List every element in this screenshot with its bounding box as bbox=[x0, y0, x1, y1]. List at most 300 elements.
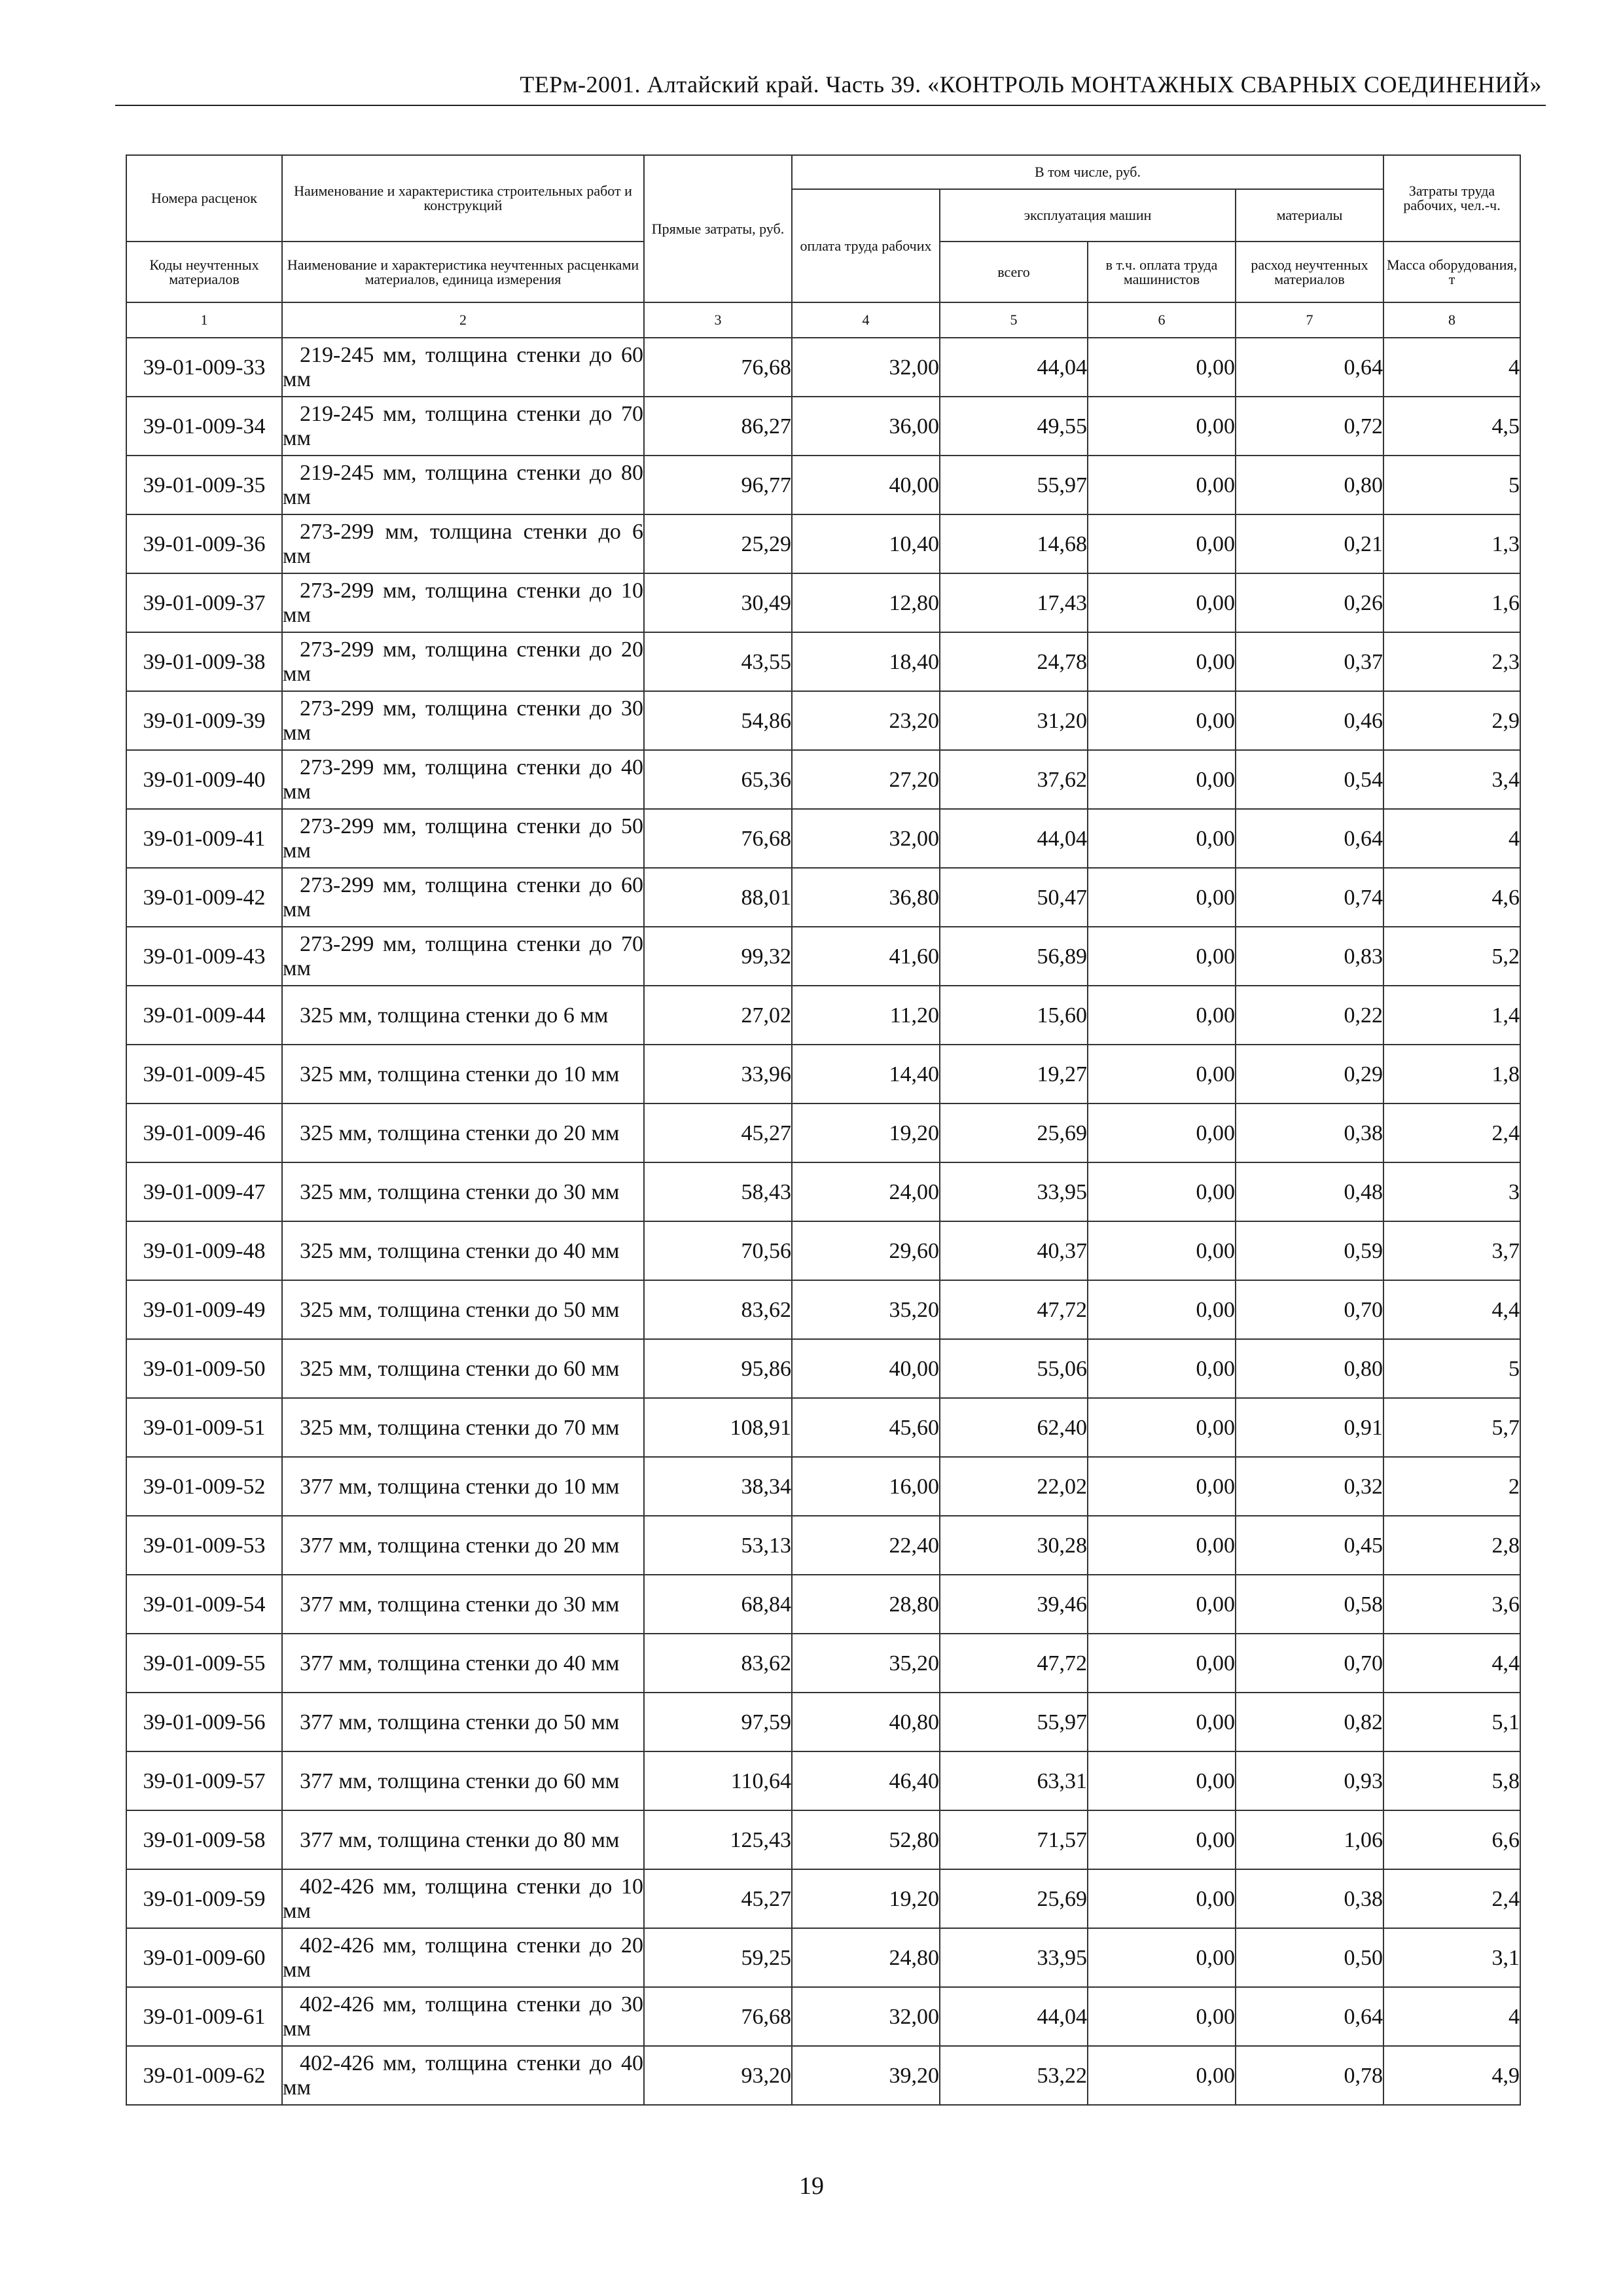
direct-costs-cell: 86,27 bbox=[644, 397, 792, 456]
labor-hours-cell: 5 bbox=[1383, 1339, 1520, 1398]
column-number: 3 bbox=[644, 302, 792, 338]
operator-pay-cell: 0,00 bbox=[1088, 632, 1236, 691]
work-description-text: 377 мм, толщина стенки до 10 мм bbox=[300, 1474, 620, 1499]
machines-total-cell: 47,72 bbox=[940, 1280, 1088, 1339]
worker-pay-cell: 10,40 bbox=[792, 514, 940, 573]
materials-cell: 0,48 bbox=[1236, 1162, 1383, 1221]
worker-pay-cell: 23,20 bbox=[792, 691, 940, 750]
header-rule bbox=[115, 105, 1546, 106]
table-row bbox=[126, 632, 1520, 691]
machines-total-cell: 39,46 bbox=[940, 1575, 1088, 1634]
labor-hours-cell: 4,4 bbox=[1383, 1280, 1520, 1339]
operator-pay-cell: 0,00 bbox=[1088, 691, 1236, 750]
work-description-text: 377 мм, толщина стенки до 20 мм bbox=[300, 1533, 620, 1558]
work-description-text: 325 мм, толщина стенки до 70 мм bbox=[300, 1415, 620, 1440]
rate-code-cell: 39-01-009-41 bbox=[126, 809, 282, 868]
work-description-text: 377 мм, толщина стенки до 30 мм bbox=[300, 1592, 620, 1617]
operator-pay-cell: 0,00 bbox=[1088, 1516, 1236, 1575]
labor-hours-cell: 1,4 bbox=[1383, 986, 1520, 1045]
work-description-text: 402-426 мм, толщина стенки до 10 мм bbox=[283, 1874, 643, 1923]
work-description-text: 273-299 мм, толщина стенки до 30 мм bbox=[283, 696, 643, 745]
column-number-row bbox=[126, 302, 1520, 338]
machines-total-cell: 62,40 bbox=[940, 1398, 1088, 1457]
header-equipment-mass: Масса оборудования, т bbox=[1383, 242, 1520, 302]
materials-cell: 0,32 bbox=[1236, 1457, 1383, 1516]
operator-pay-cell: 0,00 bbox=[1088, 1751, 1236, 1810]
materials-cell: 0,21 bbox=[1236, 514, 1383, 573]
work-description-cell bbox=[282, 1693, 644, 1751]
table-row bbox=[126, 1280, 1520, 1339]
labor-hours-cell: 2,4 bbox=[1383, 1869, 1520, 1928]
labor-hours-cell: 2 bbox=[1383, 1457, 1520, 1516]
materials-cell: 0,54 bbox=[1236, 750, 1383, 809]
work-description-cell bbox=[282, 750, 644, 809]
materials-cell: 0,38 bbox=[1236, 1103, 1383, 1162]
table-row bbox=[126, 1339, 1520, 1398]
column-number: 6 bbox=[1088, 302, 1236, 338]
operator-pay-cell: 0,00 bbox=[1088, 397, 1236, 456]
worker-pay-cell: 35,20 bbox=[792, 1280, 940, 1339]
machines-total-cell: 40,37 bbox=[940, 1221, 1088, 1280]
direct-costs-cell: 65,36 bbox=[644, 750, 792, 809]
table-row bbox=[126, 1751, 1520, 1810]
materials-cell: 0,64 bbox=[1236, 809, 1383, 868]
table-row bbox=[126, 397, 1520, 456]
machines-total-cell: 37,62 bbox=[940, 750, 1088, 809]
operator-pay-cell: 0,00 bbox=[1088, 1987, 1236, 2046]
direct-costs-cell: 108,91 bbox=[644, 1398, 792, 1457]
table-row bbox=[126, 868, 1520, 927]
rate-code-cell: 39-01-009-62 bbox=[126, 2046, 282, 2105]
table-row bbox=[126, 1162, 1520, 1221]
work-description-text: 377 мм, толщина стенки до 80 мм bbox=[300, 1827, 620, 1852]
operator-pay-cell: 0,00 bbox=[1088, 927, 1236, 986]
rate-code-cell: 39-01-009-42 bbox=[126, 868, 282, 927]
labor-hours-cell: 5,7 bbox=[1383, 1398, 1520, 1457]
rate-code-cell: 39-01-009-53 bbox=[126, 1516, 282, 1575]
operator-pay-cell: 0,00 bbox=[1088, 1398, 1236, 1457]
materials-cell: 0,80 bbox=[1236, 1339, 1383, 1398]
worker-pay-cell: 52,80 bbox=[792, 1810, 940, 1869]
direct-costs-cell: 45,27 bbox=[644, 1103, 792, 1162]
operator-pay-cell: 0,00 bbox=[1088, 1457, 1236, 1516]
labor-hours-cell: 1,8 bbox=[1383, 1045, 1520, 1103]
header-rate-numbers: Номера расценок bbox=[126, 155, 282, 242]
rate-code-cell: 39-01-009-48 bbox=[126, 1221, 282, 1280]
machines-total-cell: 50,47 bbox=[940, 868, 1088, 927]
work-description-text: 377 мм, толщина стенки до 40 мм bbox=[300, 1651, 620, 1676]
labor-hours-cell: 3,7 bbox=[1383, 1221, 1520, 1280]
materials-cell: 0,91 bbox=[1236, 1398, 1383, 1457]
direct-costs-cell: 33,96 bbox=[644, 1045, 792, 1103]
materials-cell: 0,82 bbox=[1236, 1693, 1383, 1751]
materials-cell: 0,70 bbox=[1236, 1634, 1383, 1693]
operator-pay-cell: 0,00 bbox=[1088, 1103, 1236, 1162]
rate-code-cell: 39-01-009-50 bbox=[126, 1339, 282, 1398]
materials-cell: 0,45 bbox=[1236, 1516, 1383, 1575]
table-row bbox=[126, 1634, 1520, 1693]
table-row bbox=[126, 1987, 1520, 2046]
operator-pay-cell: 0,00 bbox=[1088, 1810, 1236, 1869]
work-description-text: 273-299 мм, толщина стенки до 10 мм bbox=[283, 579, 643, 627]
direct-costs-cell: 58,43 bbox=[644, 1162, 792, 1221]
work-description-cell bbox=[282, 691, 644, 750]
table-row bbox=[126, 1869, 1520, 1928]
column-number: 4 bbox=[792, 302, 940, 338]
materials-cell: 0,59 bbox=[1236, 1221, 1383, 1280]
labor-hours-cell: 5,2 bbox=[1383, 927, 1520, 986]
operator-pay-cell: 0,00 bbox=[1088, 2046, 1236, 2105]
table-body bbox=[126, 338, 1520, 2105]
work-description-cell bbox=[282, 809, 644, 868]
machines-total-cell: 30,28 bbox=[940, 1516, 1088, 1575]
machines-total-cell: 19,27 bbox=[940, 1045, 1088, 1103]
direct-costs-cell: 76,68 bbox=[644, 1987, 792, 2046]
operator-pay-cell: 0,00 bbox=[1088, 868, 1236, 927]
worker-pay-cell: 29,60 bbox=[792, 1221, 940, 1280]
labor-hours-cell: 2,4 bbox=[1383, 1103, 1520, 1162]
table-row bbox=[126, 1103, 1520, 1162]
rate-code-cell: 39-01-009-55 bbox=[126, 1634, 282, 1693]
materials-cell: 0,80 bbox=[1236, 456, 1383, 514]
rate-code-cell: 39-01-009-44 bbox=[126, 986, 282, 1045]
rate-code-cell: 39-01-009-61 bbox=[126, 1987, 282, 2046]
rate-code-cell: 39-01-009-57 bbox=[126, 1751, 282, 1810]
direct-costs-cell: 70,56 bbox=[644, 1221, 792, 1280]
machines-total-cell: 63,31 bbox=[940, 1751, 1088, 1810]
worker-pay-cell: 11,20 bbox=[792, 986, 940, 1045]
direct-costs-cell: 76,68 bbox=[644, 809, 792, 868]
header-including: В том числе, руб. bbox=[792, 155, 1383, 189]
work-description-cell bbox=[282, 632, 644, 691]
work-description-text: 325 мм, толщина стенки до 50 мм bbox=[300, 1297, 620, 1322]
labor-hours-cell: 4,4 bbox=[1383, 1634, 1520, 1693]
materials-cell: 0,78 bbox=[1236, 2046, 1383, 2105]
work-description-text: 402-426 мм, толщина стенки до 40 мм bbox=[283, 2051, 643, 2100]
work-description-cell bbox=[282, 1516, 644, 1575]
materials-cell: 0,74 bbox=[1236, 868, 1383, 927]
materials-cell: 0,50 bbox=[1236, 1928, 1383, 1987]
direct-costs-cell: 83,62 bbox=[644, 1634, 792, 1693]
work-description-text: 325 мм, толщина стенки до 40 мм bbox=[300, 1238, 620, 1263]
header-row-1 bbox=[126, 155, 1520, 189]
work-description-text: 273-299 мм, толщина стенки до 20 мм bbox=[283, 637, 643, 686]
work-description-text: 325 мм, толщина стенки до 20 мм bbox=[300, 1121, 620, 1145]
table-row bbox=[126, 1575, 1520, 1634]
operator-pay-cell: 0,00 bbox=[1088, 1575, 1236, 1634]
machines-total-cell: 49,55 bbox=[940, 397, 1088, 456]
rates-table bbox=[126, 154, 1521, 2106]
rate-code-cell: 39-01-009-47 bbox=[126, 1162, 282, 1221]
rate-code-cell: 39-01-009-38 bbox=[126, 632, 282, 691]
labor-hours-cell: 4 bbox=[1383, 809, 1520, 868]
direct-costs-cell: 27,02 bbox=[644, 986, 792, 1045]
worker-pay-cell: 41,60 bbox=[792, 927, 940, 986]
rate-code-cell: 39-01-009-34 bbox=[126, 397, 282, 456]
machines-total-cell: 44,04 bbox=[940, 809, 1088, 868]
header-worker-pay: оплата труда рабочих bbox=[792, 189, 940, 302]
materials-cell: 0,38 bbox=[1236, 1869, 1383, 1928]
header-material-name: Наименование и характеристика неучтенных расценками материалов, единица измерения bbox=[282, 242, 644, 302]
operator-pay-cell: 0,00 bbox=[1088, 573, 1236, 632]
labor-hours-cell: 3,4 bbox=[1383, 750, 1520, 809]
operator-pay-cell: 0,00 bbox=[1088, 1339, 1236, 1398]
machines-total-cell: 56,89 bbox=[940, 927, 1088, 986]
column-number: 2 bbox=[282, 302, 644, 338]
work-description-text: 273-299 мм, толщина стенки до 6 мм bbox=[283, 520, 643, 568]
labor-hours-cell: 4,6 bbox=[1383, 868, 1520, 927]
labor-hours-cell: 3 bbox=[1383, 1162, 1520, 1221]
direct-costs-cell: 43,55 bbox=[644, 632, 792, 691]
rate-code-cell: 39-01-009-40 bbox=[126, 750, 282, 809]
work-description-cell bbox=[282, 1162, 644, 1221]
operator-pay-cell: 0,00 bbox=[1088, 1162, 1236, 1221]
machines-total-cell: 15,60 bbox=[940, 986, 1088, 1045]
work-description-text: 325 мм, толщина стенки до 10 мм bbox=[300, 1062, 620, 1086]
table-row bbox=[126, 691, 1520, 750]
table-row bbox=[126, 2046, 1520, 2105]
work-description-cell bbox=[282, 1280, 644, 1339]
labor-hours-cell: 3,6 bbox=[1383, 1575, 1520, 1634]
table-row bbox=[126, 338, 1520, 397]
worker-pay-cell: 40,00 bbox=[792, 456, 940, 514]
page-header: ТЕРм-2001. Алтайский край. Часть 39. «КОНТРОЛЬ МОНТАЖНЫХ СВАРНЫХ СОЕДИНЕНИЙ» bbox=[520, 71, 1542, 98]
table-row bbox=[126, 1928, 1520, 1987]
work-description-cell bbox=[282, 1575, 644, 1634]
direct-costs-cell: 125,43 bbox=[644, 1810, 792, 1869]
work-description-text: 377 мм, толщина стенки до 60 мм bbox=[300, 1768, 620, 1793]
rate-code-cell: 39-01-009-46 bbox=[126, 1103, 282, 1162]
operator-pay-cell: 0,00 bbox=[1088, 1045, 1236, 1103]
machines-total-cell: 17,43 bbox=[940, 573, 1088, 632]
machines-total-cell: 55,97 bbox=[940, 456, 1088, 514]
direct-costs-cell: 88,01 bbox=[644, 868, 792, 927]
materials-cell: 0,37 bbox=[1236, 632, 1383, 691]
direct-costs-cell: 97,59 bbox=[644, 1693, 792, 1751]
materials-cell: 0,22 bbox=[1236, 986, 1383, 1045]
table-row bbox=[126, 1045, 1520, 1103]
work-description-cell bbox=[282, 456, 644, 514]
labor-hours-cell: 5 bbox=[1383, 456, 1520, 514]
worker-pay-cell: 16,00 bbox=[792, 1457, 940, 1516]
worker-pay-cell: 32,00 bbox=[792, 338, 940, 397]
table-row bbox=[126, 456, 1520, 514]
worker-pay-cell: 24,80 bbox=[792, 1928, 940, 1987]
table-row bbox=[126, 573, 1520, 632]
table-row bbox=[126, 1398, 1520, 1457]
table-row bbox=[126, 1693, 1520, 1751]
work-description-text: 273-299 мм, толщина стенки до 50 мм bbox=[283, 814, 643, 863]
rate-code-cell: 39-01-009-45 bbox=[126, 1045, 282, 1103]
labor-hours-cell: 2,3 bbox=[1383, 632, 1520, 691]
direct-costs-cell: 30,49 bbox=[644, 573, 792, 632]
worker-pay-cell: 40,00 bbox=[792, 1339, 940, 1398]
work-description-cell bbox=[282, 986, 644, 1045]
rate-code-cell: 39-01-009-51 bbox=[126, 1398, 282, 1457]
work-description-text: 325 мм, толщина стенки до 6 мм bbox=[300, 1003, 609, 1028]
operator-pay-cell: 0,00 bbox=[1088, 1869, 1236, 1928]
machines-total-cell: 71,57 bbox=[940, 1810, 1088, 1869]
rate-code-cell: 39-01-009-39 bbox=[126, 691, 282, 750]
machines-total-cell: 53,22 bbox=[940, 2046, 1088, 2105]
operator-pay-cell: 0,00 bbox=[1088, 338, 1236, 397]
machines-total-cell: 47,72 bbox=[940, 1634, 1088, 1693]
work-description-text: 325 мм, толщина стенки до 30 мм bbox=[300, 1179, 620, 1204]
work-description-cell bbox=[282, 1103, 644, 1162]
rate-code-cell: 39-01-009-49 bbox=[126, 1280, 282, 1339]
materials-cell: 0,64 bbox=[1236, 338, 1383, 397]
machines-total-cell: 33,95 bbox=[940, 1162, 1088, 1221]
direct-costs-cell: 96,77 bbox=[644, 456, 792, 514]
operator-pay-cell: 0,00 bbox=[1088, 1928, 1236, 1987]
machines-total-cell: 44,04 bbox=[940, 338, 1088, 397]
work-description-text: 325 мм, толщина стенки до 60 мм bbox=[300, 1356, 620, 1381]
table-row bbox=[126, 1221, 1520, 1280]
materials-cell: 0,70 bbox=[1236, 1280, 1383, 1339]
rate-code-cell: 39-01-009-59 bbox=[126, 1869, 282, 1928]
direct-costs-cell: 68,84 bbox=[644, 1575, 792, 1634]
table-row bbox=[126, 514, 1520, 573]
labor-hours-cell: 1,3 bbox=[1383, 514, 1520, 573]
materials-cell: 1,06 bbox=[1236, 1810, 1383, 1869]
machines-total-cell: 22,02 bbox=[940, 1457, 1088, 1516]
header-material-consumption: расход неучтенных материалов bbox=[1236, 242, 1383, 302]
work-description-cell bbox=[282, 1457, 644, 1516]
operator-pay-cell: 0,00 bbox=[1088, 456, 1236, 514]
work-description-text: 402-426 мм, толщина стенки до 30 мм bbox=[283, 1992, 643, 2041]
direct-costs-cell: 95,86 bbox=[644, 1339, 792, 1398]
page-number: 19 bbox=[799, 2172, 824, 2200]
table-row bbox=[126, 1810, 1520, 1869]
machines-total-cell: 55,06 bbox=[940, 1339, 1088, 1398]
work-description-cell bbox=[282, 2046, 644, 2105]
worker-pay-cell: 32,00 bbox=[792, 809, 940, 868]
rate-code-cell: 39-01-009-35 bbox=[126, 456, 282, 514]
worker-pay-cell: 45,60 bbox=[792, 1398, 940, 1457]
header-labor-costs: Затраты труда рабочих, чел.-ч. bbox=[1383, 155, 1520, 242]
worker-pay-cell: 12,80 bbox=[792, 573, 940, 632]
worker-pay-cell: 46,40 bbox=[792, 1751, 940, 1810]
header-direct-costs: Прямые затраты, руб. bbox=[644, 155, 792, 302]
worker-pay-cell: 32,00 bbox=[792, 1987, 940, 2046]
direct-costs-cell: 99,32 bbox=[644, 927, 792, 986]
work-description-text: 219-245 мм, толщина стенки до 70 мм bbox=[283, 402, 643, 450]
materials-cell: 0,64 bbox=[1236, 1987, 1383, 2046]
work-description-text: 273-299 мм, толщина стенки до 40 мм bbox=[283, 755, 643, 804]
operator-pay-cell: 0,00 bbox=[1088, 514, 1236, 573]
materials-cell: 0,26 bbox=[1236, 573, 1383, 632]
labor-hours-cell: 2,8 bbox=[1383, 1516, 1520, 1575]
direct-costs-cell: 83,62 bbox=[644, 1280, 792, 1339]
worker-pay-cell: 40,80 bbox=[792, 1693, 940, 1751]
column-number: 5 bbox=[940, 302, 1088, 338]
operator-pay-cell: 0,00 bbox=[1088, 809, 1236, 868]
work-description-cell bbox=[282, 397, 644, 456]
table-row bbox=[126, 927, 1520, 986]
worker-pay-cell: 36,80 bbox=[792, 868, 940, 927]
machines-total-cell: 25,69 bbox=[940, 1869, 1088, 1928]
rate-code-cell: 39-01-009-52 bbox=[126, 1457, 282, 1516]
machines-total-cell: 55,97 bbox=[940, 1693, 1088, 1751]
direct-costs-cell: 110,64 bbox=[644, 1751, 792, 1810]
column-number: 8 bbox=[1383, 302, 1520, 338]
labor-hours-cell: 1,6 bbox=[1383, 573, 1520, 632]
worker-pay-cell: 35,20 bbox=[792, 1634, 940, 1693]
labor-hours-cell: 5,8 bbox=[1383, 1751, 1520, 1810]
direct-costs-cell: 45,27 bbox=[644, 1869, 792, 1928]
worker-pay-cell: 24,00 bbox=[792, 1162, 940, 1221]
materials-cell: 0,93 bbox=[1236, 1751, 1383, 1810]
labor-hours-cell: 3,1 bbox=[1383, 1928, 1520, 1987]
table-row bbox=[126, 1457, 1520, 1516]
machines-total-cell: 44,04 bbox=[940, 1987, 1088, 2046]
work-description-cell bbox=[282, 1987, 644, 2046]
header-operator-pay: в т.ч. оплата труда машинистов bbox=[1088, 242, 1236, 302]
table-row bbox=[126, 809, 1520, 868]
work-description-cell bbox=[282, 927, 644, 986]
labor-hours-cell: 4 bbox=[1383, 1987, 1520, 2046]
worker-pay-cell: 39,20 bbox=[792, 2046, 940, 2105]
work-description-text: 273-299 мм, толщина стенки до 70 мм bbox=[283, 932, 643, 980]
machines-total-cell: 25,69 bbox=[940, 1103, 1088, 1162]
worker-pay-cell: 14,40 bbox=[792, 1045, 940, 1103]
column-number: 1 bbox=[126, 302, 282, 338]
worker-pay-cell: 18,40 bbox=[792, 632, 940, 691]
work-description-cell bbox=[282, 1221, 644, 1280]
materials-cell: 0,46 bbox=[1236, 691, 1383, 750]
operator-pay-cell: 0,00 bbox=[1088, 1634, 1236, 1693]
rate-code-cell: 39-01-009-58 bbox=[126, 1810, 282, 1869]
work-description-text: 219-245 мм, толщина стенки до 60 мм bbox=[283, 343, 643, 391]
work-description-cell bbox=[282, 1751, 644, 1810]
operator-pay-cell: 0,00 bbox=[1088, 750, 1236, 809]
materials-cell: 0,58 bbox=[1236, 1575, 1383, 1634]
table-row bbox=[126, 750, 1520, 809]
header-materials: материалы bbox=[1236, 189, 1383, 242]
worker-pay-cell: 28,80 bbox=[792, 1575, 940, 1634]
worker-pay-cell: 19,20 bbox=[792, 1103, 940, 1162]
worker-pay-cell: 36,00 bbox=[792, 397, 940, 456]
table-row bbox=[126, 986, 1520, 1045]
work-description-cell bbox=[282, 868, 644, 927]
direct-costs-cell: 76,68 bbox=[644, 338, 792, 397]
work-description-cell bbox=[282, 1045, 644, 1103]
worker-pay-cell: 19,20 bbox=[792, 1869, 940, 1928]
table-row bbox=[126, 1516, 1520, 1575]
worker-pay-cell: 27,20 bbox=[792, 750, 940, 809]
work-description-cell bbox=[282, 573, 644, 632]
work-description-cell bbox=[282, 1869, 644, 1928]
work-description-cell bbox=[282, 1810, 644, 1869]
work-description-cell bbox=[282, 338, 644, 397]
machines-total-cell: 24,78 bbox=[940, 632, 1088, 691]
machines-total-cell: 14,68 bbox=[940, 514, 1088, 573]
rate-code-cell: 39-01-009-33 bbox=[126, 338, 282, 397]
direct-costs-cell: 54,86 bbox=[644, 691, 792, 750]
labor-hours-cell: 4 bbox=[1383, 338, 1520, 397]
direct-costs-cell: 59,25 bbox=[644, 1928, 792, 1987]
machines-total-cell: 31,20 bbox=[940, 691, 1088, 750]
header-machines-total: всего bbox=[940, 242, 1088, 302]
labor-hours-cell: 4,9 bbox=[1383, 2046, 1520, 2105]
materials-cell: 0,83 bbox=[1236, 927, 1383, 986]
work-description-cell bbox=[282, 1398, 644, 1457]
direct-costs-cell: 53,13 bbox=[644, 1516, 792, 1575]
operator-pay-cell: 0,00 bbox=[1088, 986, 1236, 1045]
column-number: 7 bbox=[1236, 302, 1383, 338]
materials-cell: 0,29 bbox=[1236, 1045, 1383, 1103]
direct-costs-cell: 38,34 bbox=[644, 1457, 792, 1516]
